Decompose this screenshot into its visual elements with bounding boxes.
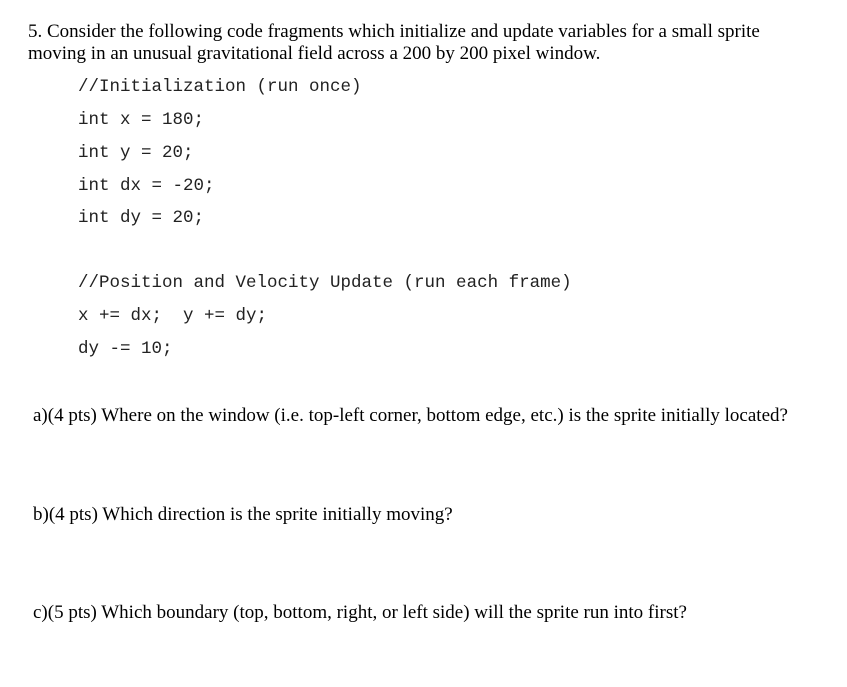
- code-line: x += dx; y += dy;: [78, 306, 268, 326]
- intro-line-1: 5. Consider the following code fragments which initialize and update variables for a small sprite: [28, 21, 760, 42]
- code-line: int dy = 20;: [78, 208, 205, 228]
- update-comment: //Position and Velocity Update (run each frame): [78, 273, 572, 293]
- code-line: dy -= 10;: [78, 339, 173, 359]
- init-comment: //Initialization (run once): [78, 77, 362, 97]
- part-b: b)(4 pts) Which direction is the sprite initially moving?: [33, 504, 453, 525]
- code-line: int y = 20;: [78, 143, 194, 163]
- code-line: int x = 180;: [78, 110, 205, 130]
- part-a: a)(4 pts) Where on the window (i.e. top-left corner, bottom edge, etc.) is the sprite initially located?: [33, 405, 788, 426]
- intro-line-2: moving in an unusual gravitational field across a 200 by 200 pixel window.: [28, 43, 601, 64]
- part-c: c)(5 pts) Which boundary (top, bottom, right, or left side) will the sprite run into first?: [33, 602, 687, 623]
- code-line: int dx = -20;: [78, 176, 215, 196]
